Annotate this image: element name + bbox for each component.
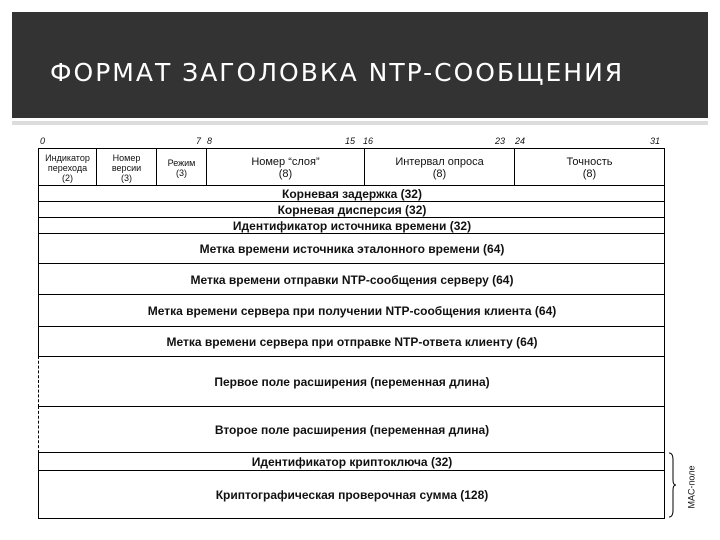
field-transmit-timestamp bbox=[38, 326, 665, 357]
field-root-delay bbox=[38, 185, 665, 202]
bit-number: 0 bbox=[40, 136, 46, 146]
bit-number: 31 bbox=[650, 136, 661, 146]
mac-brace bbox=[668, 452, 676, 518]
bit-number: 7 bbox=[196, 136, 202, 146]
field-name: Номер “слоя” bbox=[251, 155, 320, 168]
field-label: Корневая задержка (32) bbox=[282, 187, 422, 201]
field-extension-2 bbox=[38, 406, 665, 453]
field-name: Индикатор перехода bbox=[45, 152, 90, 173]
field-name: Режим bbox=[167, 157, 196, 168]
field-label: Первое поле расширения (переменная длина) bbox=[214, 375, 490, 389]
field-label: Второе поле расширения (переменная длина) bbox=[214, 423, 490, 437]
ntp-header-diagram bbox=[30, 130, 697, 520]
field-label: Метка времени сервера при получении NTP-сообщения клиента (64) bbox=[147, 304, 557, 318]
field-reference-id bbox=[38, 217, 665, 234]
field-root-dispersion bbox=[38, 201, 665, 218]
field-name: Номер версии bbox=[111, 152, 142, 173]
field-label: Метка времени источника эталонного времени (64) bbox=[199, 242, 505, 256]
field-label: Корневая дисперсия (32) bbox=[277, 203, 427, 217]
bit-number: 8 bbox=[207, 136, 213, 146]
field-label: Идентификатор источника времени (32) bbox=[232, 219, 472, 233]
field-poll bbox=[364, 149, 514, 186]
field-message-digest bbox=[38, 470, 665, 519]
field-label: Идентификатор криптоключа (32) bbox=[251, 455, 453, 469]
bit-number: 16 bbox=[363, 136, 374, 146]
field-size: (8) bbox=[582, 167, 597, 180]
field-name: Интервал опроса bbox=[395, 155, 484, 168]
right-border bbox=[664, 148, 665, 518]
field-row-flags bbox=[38, 148, 664, 186]
field-size: (2) bbox=[62, 172, 73, 183]
field-stratum bbox=[206, 149, 364, 186]
field-name: Точность bbox=[566, 155, 613, 168]
field-leap-indicator bbox=[38, 149, 96, 186]
field-size: (8) bbox=[432, 167, 447, 180]
field-label: Метка времени сервера при отправке NTP-ответа клиенту (64) bbox=[166, 335, 538, 349]
title-separator bbox=[12, 121, 708, 125]
field-origin-timestamp bbox=[38, 263, 665, 295]
mac-field-label: MAC-поле bbox=[686, 465, 697, 509]
field-reference-timestamp bbox=[38, 233, 665, 264]
bit-number: 23 bbox=[495, 136, 506, 146]
field-mode bbox=[156, 149, 206, 186]
field-label: Метка времени отправки NTP-сообщения серверу (64) bbox=[190, 272, 514, 287]
field-extension-1 bbox=[38, 356, 665, 407]
slide-title: ФОРМАТ ЗАГОЛОВКА NTP-СООБЩЕНИЯ bbox=[50, 58, 625, 87]
field-key-id bbox=[38, 452, 665, 471]
field-size: (3) bbox=[121, 172, 132, 183]
bit-number: 15 bbox=[345, 136, 356, 146]
bit-number: 24 bbox=[515, 136, 526, 146]
field-label: Криптографическая проверочная сумма (128) bbox=[215, 487, 489, 502]
field-size: (8) bbox=[278, 167, 293, 180]
field-receive-timestamp bbox=[38, 294, 665, 327]
field-version bbox=[96, 149, 156, 186]
field-precision bbox=[514, 149, 664, 186]
field-size: (3) bbox=[176, 167, 187, 178]
